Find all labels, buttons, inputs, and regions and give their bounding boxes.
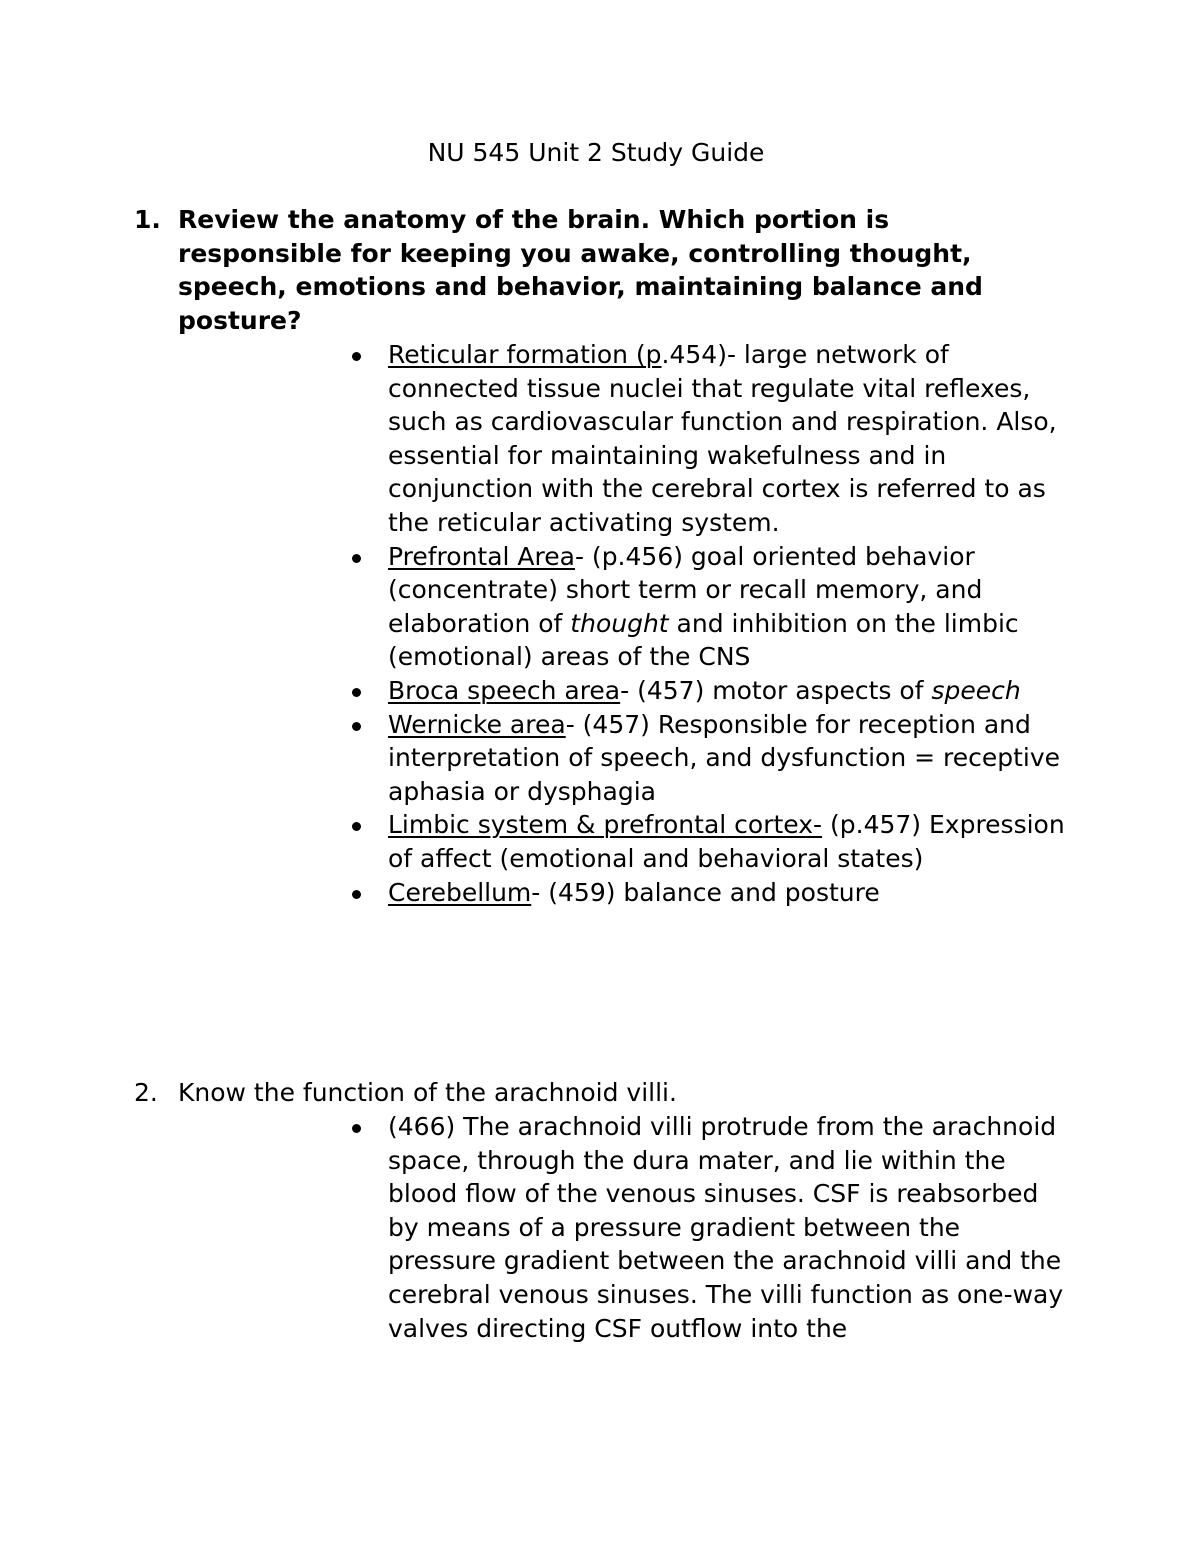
answer-list-2 — [388, 1110, 1068, 1345]
bullet-icon — [352, 688, 361, 697]
description-continued: and inhibition on the limbic (emotional) areas of the CNS — [388, 608, 1019, 672]
list-item — [388, 808, 1068, 875]
term: Wernicke area — [388, 709, 566, 739]
list-item — [388, 338, 1068, 540]
list-item — [388, 1110, 1068, 1345]
list-item — [388, 540, 1068, 674]
list-item — [388, 708, 1068, 809]
question-text: Review the anatomy of the brain. Which portion is responsible for keeping you awake, controlling thought, speech, emotions and behavior, maintaining balance and posture? — [178, 205, 983, 335]
bullet-icon — [352, 822, 361, 831]
bullet-icon — [352, 352, 361, 361]
description: - (p.456) goal oriented behavior (concentrate) short term or recall memory, and elaboration of — [388, 541, 983, 638]
document-title: NU 545 Unit 2 Study Guide — [427, 138, 765, 167]
term: Reticular formation (p — [388, 340, 662, 369]
list-item — [388, 876, 1068, 910]
bullet-icon — [352, 722, 361, 731]
bullet-icon — [352, 890, 361, 899]
bullet-icon — [352, 1124, 361, 1133]
description: - (459) balance and posture — [531, 877, 880, 907]
list-item — [388, 674, 1068, 708]
bullet-icon — [352, 554, 361, 563]
description: .454)- large network of connected tissue nuclei that regulate vital reflexes, such as cardiovascular function and respiration. Also, essential for maintaining wakefulness and in conjunction with the cerebral cortex is referred to as the reticular activating system. — [388, 340, 1057, 537]
question-number: 2. — [134, 1078, 158, 1107]
term: Limbic system & prefrontal cortex- — [388, 810, 823, 840]
description: (466) The arachnoid villi protrude from the arachnoid space, through the dura mater, and lie within the blood flow of the venous sinuses. CSF is reabsorbed by means of a pressure gradient between the pressure gradient between the arachnoid villi and the cerebral venous sinuses. The villi function as one-way valves directing CSF outflow into the — [388, 1112, 1064, 1343]
emphasis: speech — [931, 675, 1021, 705]
description: (p.457) Expression of affect (emotional and behavioral states) — [388, 810, 1065, 873]
question-number: 1. — [134, 205, 161, 234]
emphasis: thought — [570, 608, 669, 638]
term: Cerebellum — [388, 877, 532, 907]
term: Prefrontal Area — [388, 541, 575, 571]
question-text: Know the function of the arachnoid villi. — [178, 1078, 677, 1107]
term: Broca speech area — [388, 675, 621, 705]
answer-list-1 — [388, 338, 1068, 909]
description: - (457) motor aspects of — [620, 675, 932, 705]
description: - (457) Responsible for reception and interpretation of speech, and dysfunction = receptive aphasia or dysphagia — [388, 709, 1061, 806]
